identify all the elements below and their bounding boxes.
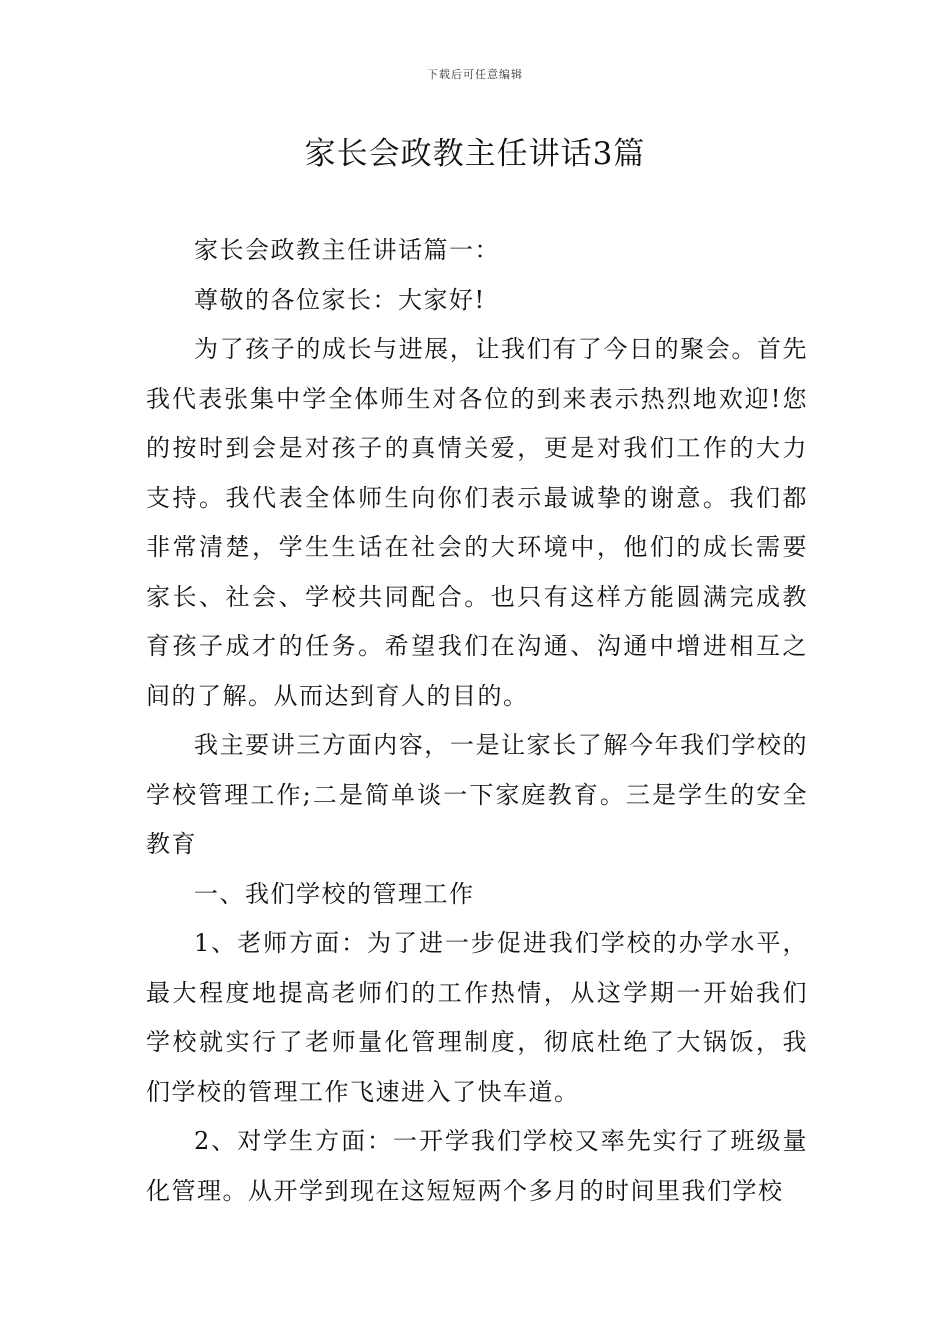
paragraph: 2、对学生方面：一开学我们学校又率先实行了班级量化管理。从开学到现在这短短两个多月的时间里我们学校 <box>146 1127 808 1205</box>
paragraph: 为了孩子的成长与进展，让我们有了今日的聚会。首先我代表张集中学全体师生对各位的到来表示热烈地欢迎!您的按时到会是对孩子的真情关爱，更是对我们工作的大力支持。我代表全体师生向你们表示最诚挚的谢意。我们都非常清楚，学生生话在社会的大环境中，他们的成长需要家长、社会、学校共同配合。也只有这样方能圆满完成教育孩子成才的任务。希望我们在沟通、沟通中增进相互之间的了解。从而达到育人的目的。 <box>146 335 808 710</box>
document-body <box>146 226 808 1216</box>
paragraph: 我主要讲三方面内容，一是让家长了解今年我们学校的学校管理工作;二是简单谈一下家庭教育。三是学生的安全教育 <box>146 731 808 858</box>
subsection-heading: 一、我们学校的管理工作 <box>194 879 475 908</box>
greeting: 尊敬的各位家长：大家好! <box>194 285 486 314</box>
header-note: 下载后可任意编辑 <box>427 68 523 81</box>
paragraph: 1、老师方面：为了进一步促进我们学校的办学水平，最大程度地提高老师们的工作热情，从这学期一开始我们学校就实行了老师量化管理制度，彻底杜绝了大锅饭，我们学校的管理工作飞速进入了快车道。 <box>146 929 808 1106</box>
section-heading: 家长会政教主任讲话篇一： <box>194 236 500 264</box>
document-title: 家长会政教主任讲话3篇 <box>304 136 646 172</box>
